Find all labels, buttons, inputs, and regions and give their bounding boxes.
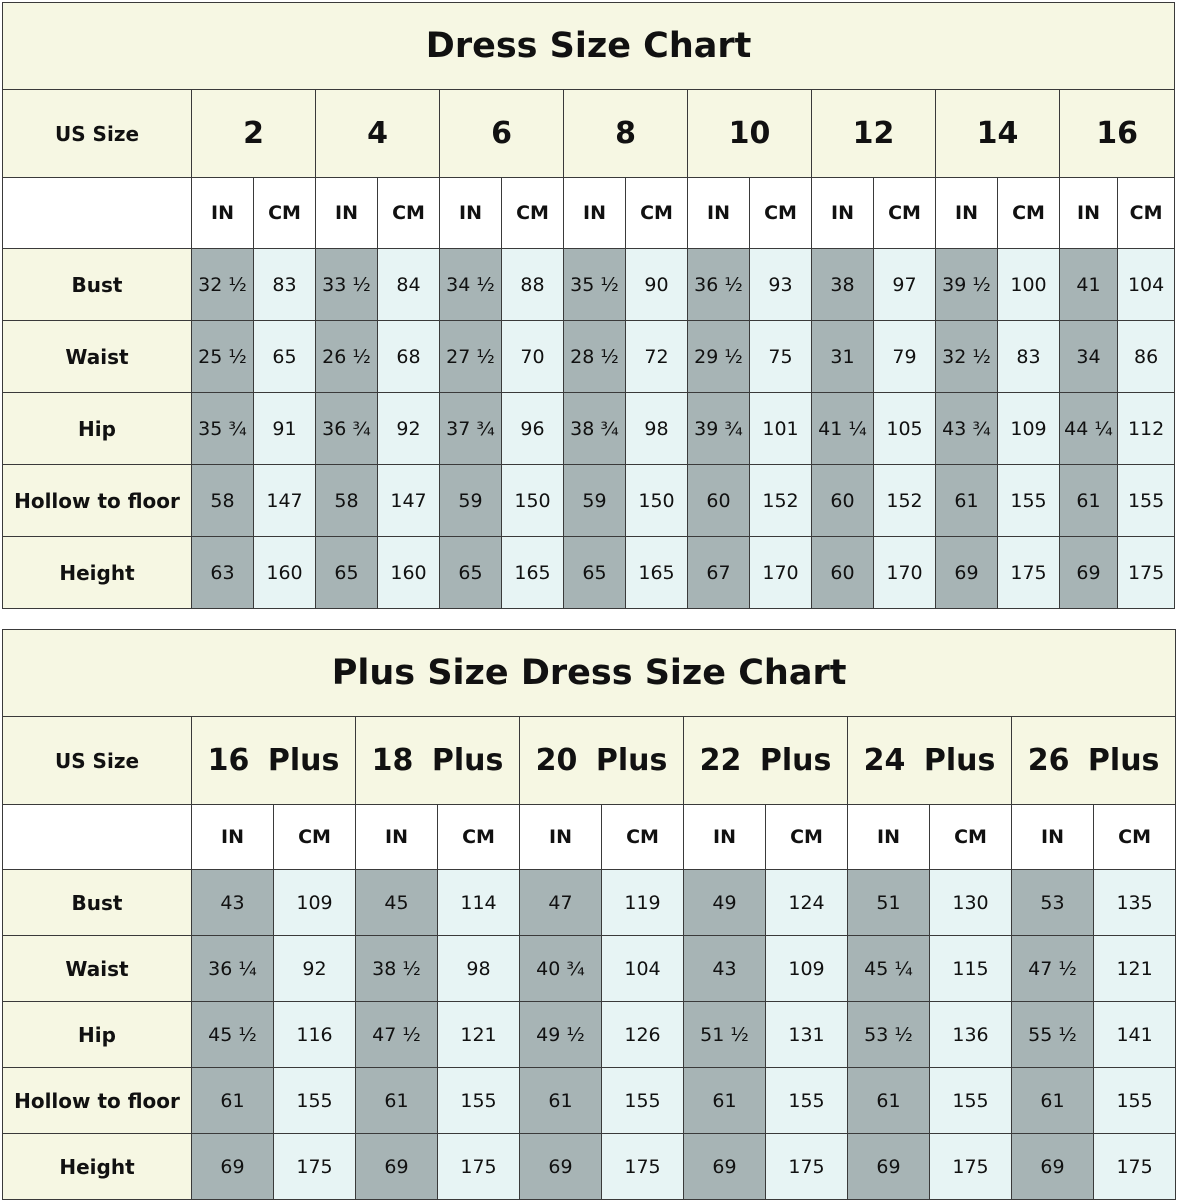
row-label-height: Height [3,1134,192,1200]
table-row [3,1134,1176,1200]
size-header-10: 10 [688,90,812,178]
table-row [3,321,1175,393]
value-cell-in: 69 [936,537,998,609]
unit-header-in: IN [688,178,750,249]
value-cell-cm: 112 [1118,393,1175,465]
value-cell-in: 35 ½ [564,249,626,321]
value-cell-in: 65 [440,537,502,609]
plus-size-dress-size-chart [2,629,1175,1200]
value-cell-in: 41 ¼ [812,393,874,465]
unit-header-cm: CM [274,805,356,870]
value-cell-cm: 119 [602,870,684,936]
blank-corner-cell [3,805,192,870]
value-cell-in: 45 ¼ [848,936,930,1002]
value-cell-in: 37 ¾ [440,393,502,465]
value-cell-cm: 98 [438,936,520,1002]
value-cell-in: 47 ½ [356,1002,438,1068]
value-cell-in: 51 [848,870,930,936]
value-cell-in: 36 ¾ [316,393,378,465]
value-cell-cm: 104 [602,936,684,1002]
value-cell-cm: 114 [438,870,520,936]
value-cell-cm: 98 [626,393,688,465]
value-cell-cm: 75 [750,321,812,393]
value-cell-in: 41 [1060,249,1118,321]
value-cell-in: 43 [684,936,766,1002]
unit-header-cm: CM [502,178,564,249]
unit-header-in: IN [848,805,930,870]
value-cell-cm: 126 [602,1002,684,1068]
value-cell-in: 53 ½ [848,1002,930,1068]
value-cell-cm: 68 [378,321,440,393]
value-cell-in: 26 ½ [316,321,378,393]
row-label-waist: Waist [3,321,192,393]
value-cell-in: 58 [192,465,254,537]
value-cell-in: 39 ¾ [688,393,750,465]
dress-size-chart [2,2,1175,609]
chart-title: Plus Size Dress Size Chart [3,630,1176,717]
value-cell-in: 25 ½ [192,321,254,393]
value-cell-in: 40 ¾ [520,936,602,1002]
value-cell-cm: 109 [998,393,1060,465]
unit-header-in: IN [356,805,438,870]
value-cell-cm: 160 [378,537,440,609]
unit-header-cm: CM [254,178,316,249]
row-label-bust: Bust [3,870,192,936]
value-cell-cm: 175 [1094,1134,1176,1200]
value-cell-cm: 165 [626,537,688,609]
value-cell-cm: 175 [766,1134,848,1200]
value-cell-in: 61 [848,1068,930,1134]
value-cell-cm: 83 [998,321,1060,393]
value-cell-cm: 65 [254,321,316,393]
unit-header-in: IN [1012,805,1094,870]
value-cell-in: 60 [688,465,750,537]
value-cell-in: 69 [848,1134,930,1200]
value-cell-cm: 152 [874,465,936,537]
value-cell-in: 43 [192,870,274,936]
value-cell-cm: 72 [626,321,688,393]
value-cell-in: 32 ½ [192,249,254,321]
value-cell-cm: 70 [502,321,564,393]
unit-header-in: IN [192,805,274,870]
size-header-16-plus: 16 Plus [192,717,356,805]
value-cell-in: 61 [684,1068,766,1134]
value-cell-in: 61 [1060,465,1118,537]
unit-header-cm: CM [1118,178,1175,249]
size-header-18-plus: 18 Plus [356,717,520,805]
value-cell-in: 61 [1012,1068,1094,1134]
table-row [3,393,1175,465]
value-cell-in: 63 [192,537,254,609]
unit-header-in: IN [684,805,766,870]
value-cell-cm: 121 [438,1002,520,1068]
unit-header-cm: CM [998,178,1060,249]
value-cell-in: 58 [316,465,378,537]
value-cell-in: 49 [684,870,766,936]
value-cell-in: 27 ½ [440,321,502,393]
value-cell-cm: 90 [626,249,688,321]
value-cell-in: 34 [1060,321,1118,393]
row-label-waist: Waist [3,936,192,1002]
unit-header-cm: CM [1094,805,1176,870]
value-cell-in: 47 [520,870,602,936]
value-cell-in: 35 ¾ [192,393,254,465]
value-cell-in: 32 ½ [936,321,998,393]
value-cell-cm: 116 [274,1002,356,1068]
table-row [3,537,1175,609]
value-cell-cm: 155 [1094,1068,1176,1134]
table-row [3,870,1176,936]
value-cell-cm: 97 [874,249,936,321]
size-table [2,629,1176,1200]
value-cell-cm: 170 [874,537,936,609]
value-cell-in: 38 ½ [356,936,438,1002]
value-cell-in: 36 ½ [688,249,750,321]
row-label-bust: Bust [3,249,192,321]
value-cell-cm: 155 [274,1068,356,1134]
value-cell-in: 29 ½ [688,321,750,393]
value-cell-in: 36 ¼ [192,936,274,1002]
value-cell-cm: 135 [1094,870,1176,936]
unit-header-cm: CM [930,805,1012,870]
value-cell-cm: 155 [766,1068,848,1134]
value-cell-in: 69 [1012,1134,1094,1200]
value-cell-in: 47 ½ [1012,936,1094,1002]
value-cell-in: 34 ½ [440,249,502,321]
value-cell-in: 44 ¼ [1060,393,1118,465]
value-cell-cm: 121 [1094,936,1176,1002]
size-header-4: 4 [316,90,440,178]
value-cell-in: 28 ½ [564,321,626,393]
value-cell-in: 45 ½ [192,1002,274,1068]
value-cell-cm: 147 [254,465,316,537]
value-cell-cm: 150 [502,465,564,537]
value-cell-in: 43 ¾ [936,393,998,465]
size-header-16: 16 [1060,90,1175,178]
value-cell-cm: 101 [750,393,812,465]
size-header-26-plus: 26 Plus [1012,717,1176,805]
value-cell-in: 69 [356,1134,438,1200]
table-row [3,1002,1176,1068]
value-cell-cm: 175 [1118,537,1175,609]
unit-header-in: IN [316,178,378,249]
value-cell-in: 61 [936,465,998,537]
value-cell-in: 65 [564,537,626,609]
value-cell-cm: 104 [1118,249,1175,321]
unit-header-cm: CM [378,178,440,249]
size-header-6: 6 [440,90,564,178]
value-cell-cm: 92 [378,393,440,465]
row-label-hip: Hip [3,1002,192,1068]
row-label-height: Height [3,537,192,609]
value-cell-in: 53 [1012,870,1094,936]
value-cell-cm: 175 [438,1134,520,1200]
value-cell-cm: 175 [998,537,1060,609]
unit-header-in: IN [812,178,874,249]
value-cell-cm: 84 [378,249,440,321]
value-cell-cm: 165 [502,537,564,609]
value-cell-cm: 115 [930,936,1012,1002]
value-cell-cm: 92 [274,936,356,1002]
value-cell-in: 69 [1060,537,1118,609]
value-cell-cm: 175 [602,1134,684,1200]
size-header-8: 8 [564,90,688,178]
value-cell-cm: 109 [766,936,848,1002]
value-cell-cm: 109 [274,870,356,936]
value-cell-cm: 93 [750,249,812,321]
value-cell-cm: 147 [378,465,440,537]
row-label-hip: Hip [3,393,192,465]
value-cell-cm: 96 [502,393,564,465]
unit-header-in: IN [564,178,626,249]
value-cell-cm: 155 [1118,465,1175,537]
value-cell-in: 31 [812,321,874,393]
value-cell-in: 69 [192,1134,274,1200]
value-cell-in: 55 ½ [1012,1002,1094,1068]
unit-header-cm: CM [874,178,936,249]
value-cell-in: 60 [812,537,874,609]
value-cell-cm: 155 [438,1068,520,1134]
value-cell-cm: 100 [998,249,1060,321]
unit-header-in: IN [936,178,998,249]
value-cell-cm: 160 [254,537,316,609]
unit-header-in: IN [1060,178,1118,249]
value-cell-cm: 175 [274,1134,356,1200]
value-cell-cm: 130 [930,870,1012,936]
size-header-22-plus: 22 Plus [684,717,848,805]
value-cell-cm: 105 [874,393,936,465]
size-header-12: 12 [812,90,936,178]
value-cell-cm: 141 [1094,1002,1176,1068]
us-size-label: US Size [3,717,192,805]
size-table [2,2,1175,609]
value-cell-in: 69 [684,1134,766,1200]
unit-header-in: IN [192,178,254,249]
size-header-24-plus: 24 Plus [848,717,1012,805]
value-cell-in: 59 [440,465,502,537]
value-cell-in: 39 ½ [936,249,998,321]
value-cell-in: 38 [812,249,874,321]
value-cell-cm: 131 [766,1002,848,1068]
value-cell-in: 61 [192,1068,274,1134]
value-cell-cm: 79 [874,321,936,393]
value-cell-cm: 124 [766,870,848,936]
value-cell-in: 61 [356,1068,438,1134]
us-size-label: US Size [3,90,192,178]
unit-header-in: IN [520,805,602,870]
blank-corner-cell [3,178,192,249]
value-cell-cm: 86 [1118,321,1175,393]
value-cell-cm: 155 [602,1068,684,1134]
size-header-14: 14 [936,90,1060,178]
unit-header-cm: CM [766,805,848,870]
chart-title: Dress Size Chart [3,3,1175,90]
value-cell-in: 67 [688,537,750,609]
value-cell-cm: 175 [930,1134,1012,1200]
value-cell-in: 60 [812,465,874,537]
value-cell-in: 49 ½ [520,1002,602,1068]
table-row [3,249,1175,321]
unit-header-cm: CM [750,178,812,249]
size-header-20-plus: 20 Plus [520,717,684,805]
value-cell-in: 45 [356,870,438,936]
value-cell-in: 51 ½ [684,1002,766,1068]
value-cell-in: 38 ¾ [564,393,626,465]
value-cell-cm: 170 [750,537,812,609]
value-cell-in: 65 [316,537,378,609]
table-row [3,936,1176,1002]
table-row [3,1068,1176,1134]
value-cell-cm: 91 [254,393,316,465]
unit-header-in: IN [440,178,502,249]
table-row [3,465,1175,537]
unit-header-cm: CM [438,805,520,870]
row-label-hollow-to-floor: Hollow to floor [3,465,192,537]
size-header-2: 2 [192,90,316,178]
unit-header-cm: CM [626,178,688,249]
value-cell-cm: 136 [930,1002,1012,1068]
unit-header-cm: CM [602,805,684,870]
value-cell-cm: 155 [998,465,1060,537]
value-cell-cm: 152 [750,465,812,537]
value-cell-in: 69 [520,1134,602,1200]
value-cell-in: 33 ½ [316,249,378,321]
value-cell-cm: 88 [502,249,564,321]
value-cell-cm: 83 [254,249,316,321]
value-cell-cm: 150 [626,465,688,537]
value-cell-cm: 155 [930,1068,1012,1134]
value-cell-in: 61 [520,1068,602,1134]
row-label-hollow-to-floor: Hollow to floor [3,1068,192,1134]
value-cell-in: 59 [564,465,626,537]
